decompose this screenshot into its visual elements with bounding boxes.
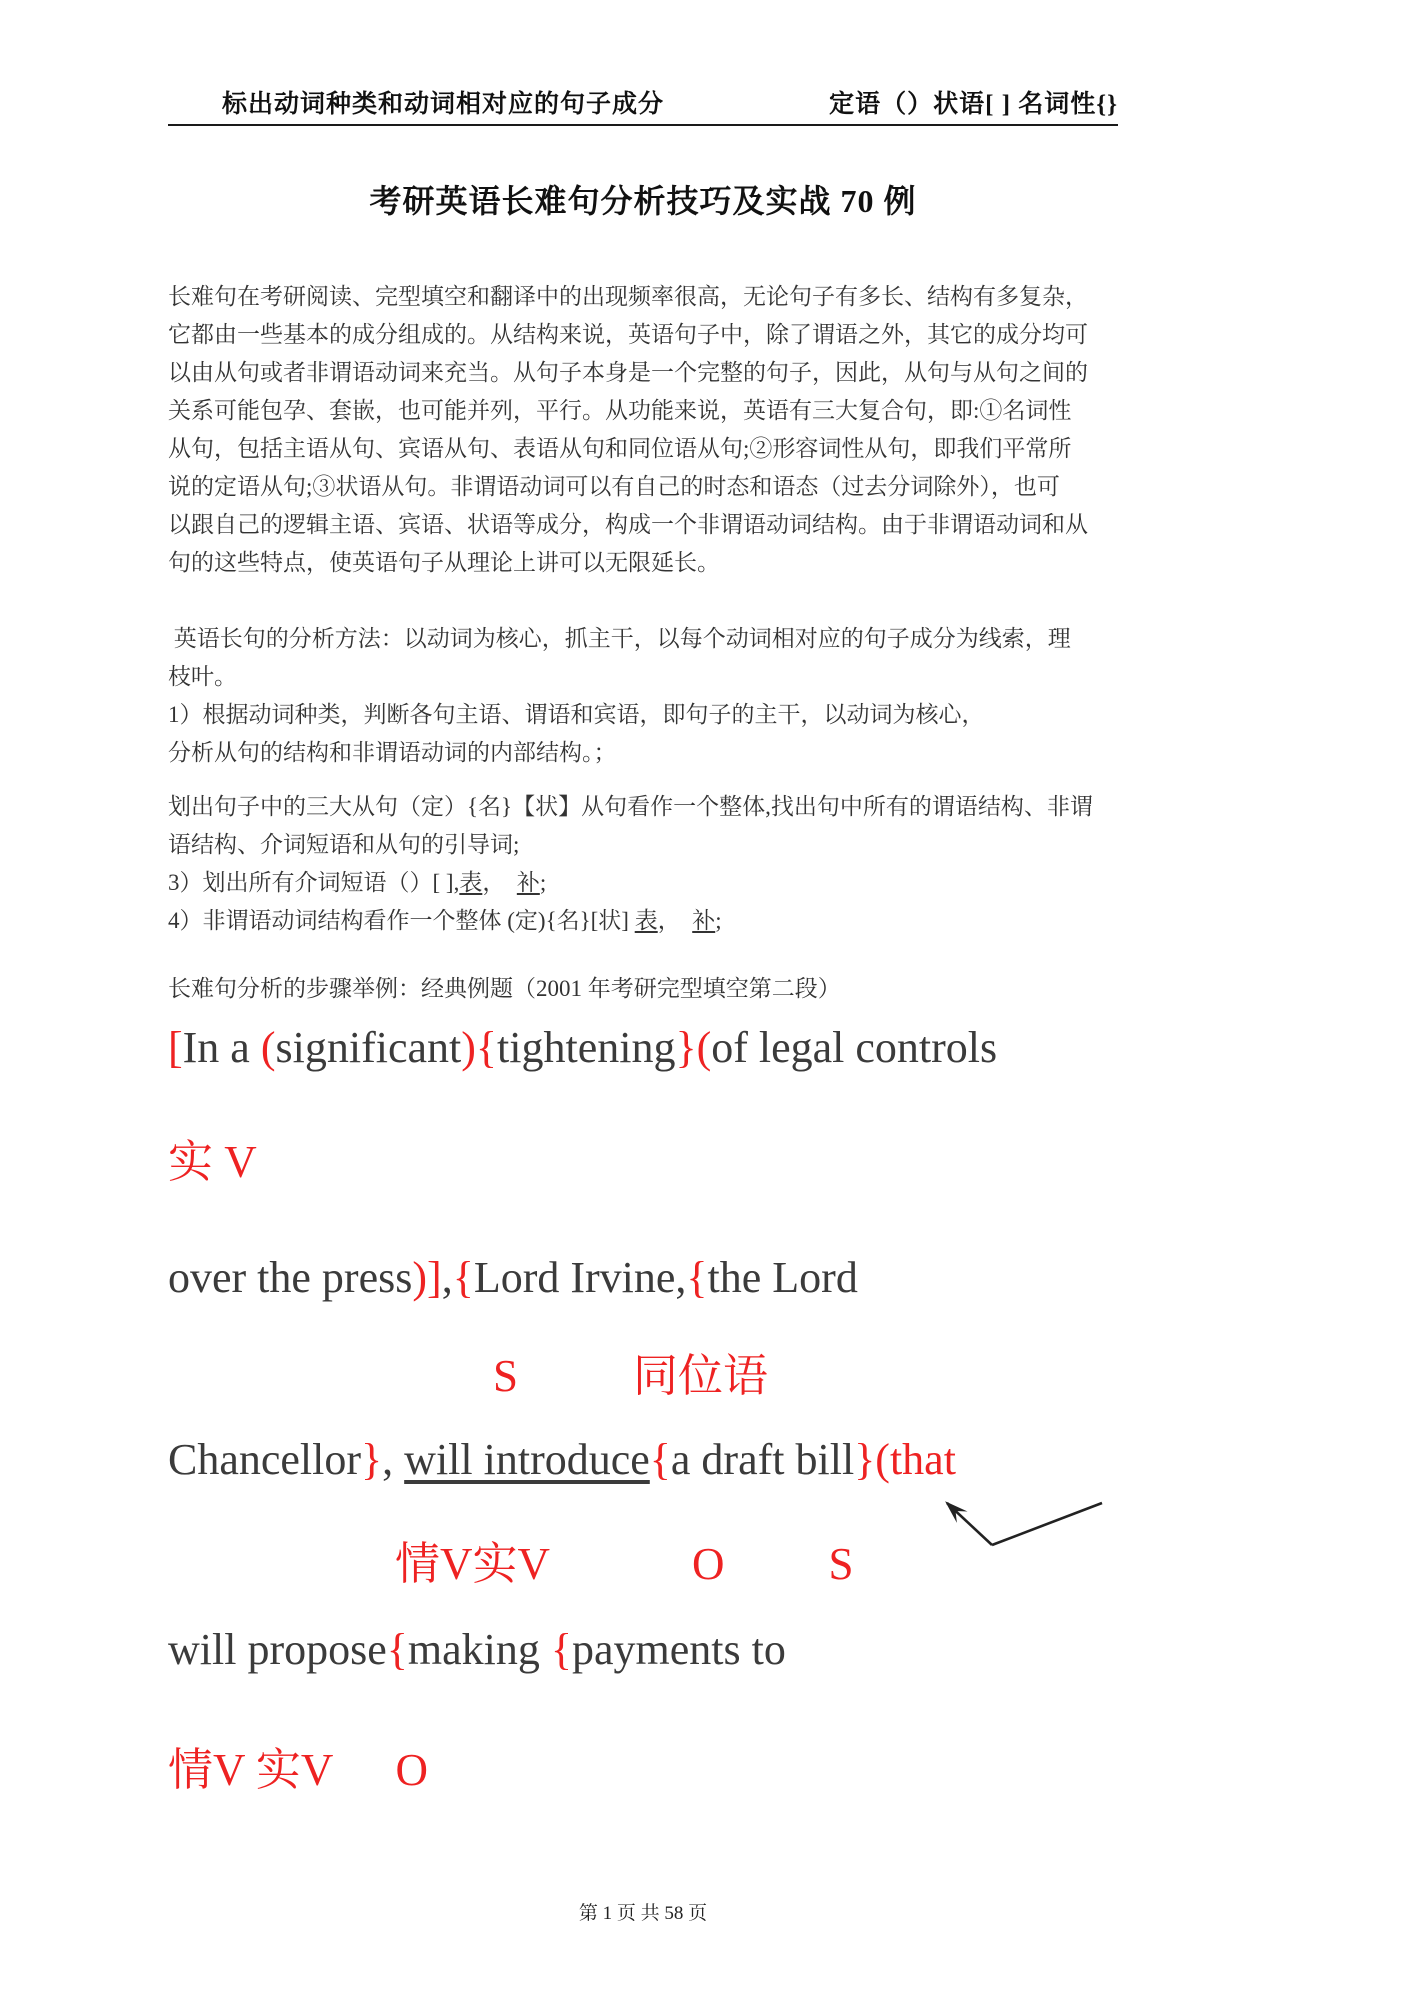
header-right-text: 定语（）状语[ ] 名词性{} — [829, 91, 1118, 118]
step-3-line: 3）划出所有介词短语（）[ ],表， 补; — [168, 870, 547, 895]
sentence-line-3: Chancellor}, will introduce{a draft bill}(that — [168, 1435, 956, 1484]
clause-step-lines: 划出句子中的三大从句（定）{名}【状】从句看作一个整体,找出句中所有的谓语结构、非谓 语结构、介词短语和从句的引导词; — [168, 794, 1093, 857]
page-header — [168, 84, 1118, 126]
annotation-row-subject-apposition — [168, 1346, 768, 1406]
example-heading: 长难句分析的步骤举例：经典例题（2001 年考研完型填空第二段） — [168, 976, 841, 1001]
annotation-row-verb-object — [168, 1740, 428, 1800]
apposition-label: 同位语 — [633, 1351, 769, 1401]
page-title: 考研英语长难句分析技巧及实战 70 例 — [369, 183, 917, 219]
sentence-line-1: [In a (significant){tightening}(of legal controls — [168, 1023, 998, 1072]
object-label-2: O — [395, 1745, 428, 1795]
page-number-footer: 第 1 页 共 58 页 — [578, 1903, 708, 1924]
subject-label-2: S — [828, 1539, 854, 1589]
reference-arrow — [930, 1490, 1115, 1555]
subject-label: S — [493, 1351, 519, 1401]
verb-chain-label: 情V实V — [395, 1539, 550, 1589]
intro-paragraph: 长难句在考研阅读、完型填空和翻译中的出现频率很高，无论句子有多长、结构有多复杂， 它都由一些基本的成分组成的。从结构来说，英语句子中，除了谓语之外，其它的成分均可 以由从句或者非谓语动词来充当。从句子本身是一个完整的句子，因此，从句与从句之间的 关系可能包孕、套嵌，也可能并列，平行。从功能来说，英语有三大复合句，即:①名词性 从句，包括主语从句、宾语从句、表语从句和同位语从句;②形容词性从句，即我们平常所 说的定语从句;③状语从句。非谓语动词可以有自己的时态和语态（过去分词除外），也可 以跟自己的逻辑主语、宾语、状语等成分，构成一个非谓语动词结构。由于非谓语动词和从 句的这些特点，使英语句子从理论上讲可以无限延长。 — [168, 284, 1088, 575]
verb-chain-label-2: 情V 实V — [168, 1745, 334, 1795]
object-label: O — [692, 1539, 725, 1589]
header-left-text: 标出动词种类和动词相对应的句子成分 — [222, 91, 665, 118]
steps-paragraph — [168, 788, 1148, 940]
annotation-row-shi-v — [168, 1132, 257, 1192]
sentence-line-4: will propose{making {payments to — [168, 1625, 786, 1674]
step-4-line: 4）非谓语动词结构看作一个整体 (定){名}[状] 表， 补; — [168, 908, 722, 933]
annotation-row-verb-object-subject — [168, 1534, 854, 1594]
sentence-line-2: over the press)],{Lord Irvine,{the Lord — [168, 1253, 858, 1302]
verb-type-label: 实 V — [168, 1137, 257, 1187]
analysis-method-paragraph: 英语长句的分析方法：以动词为核心，抓主干，以每个动词相对应的句子成分为线索，理 枝叶。 1）根据动词种类，判断各句主语、谓语和宾语，即句子的主干，以动词为核心， 分析从句的结构和非谓语动词的内部结构。； — [168, 626, 1071, 765]
